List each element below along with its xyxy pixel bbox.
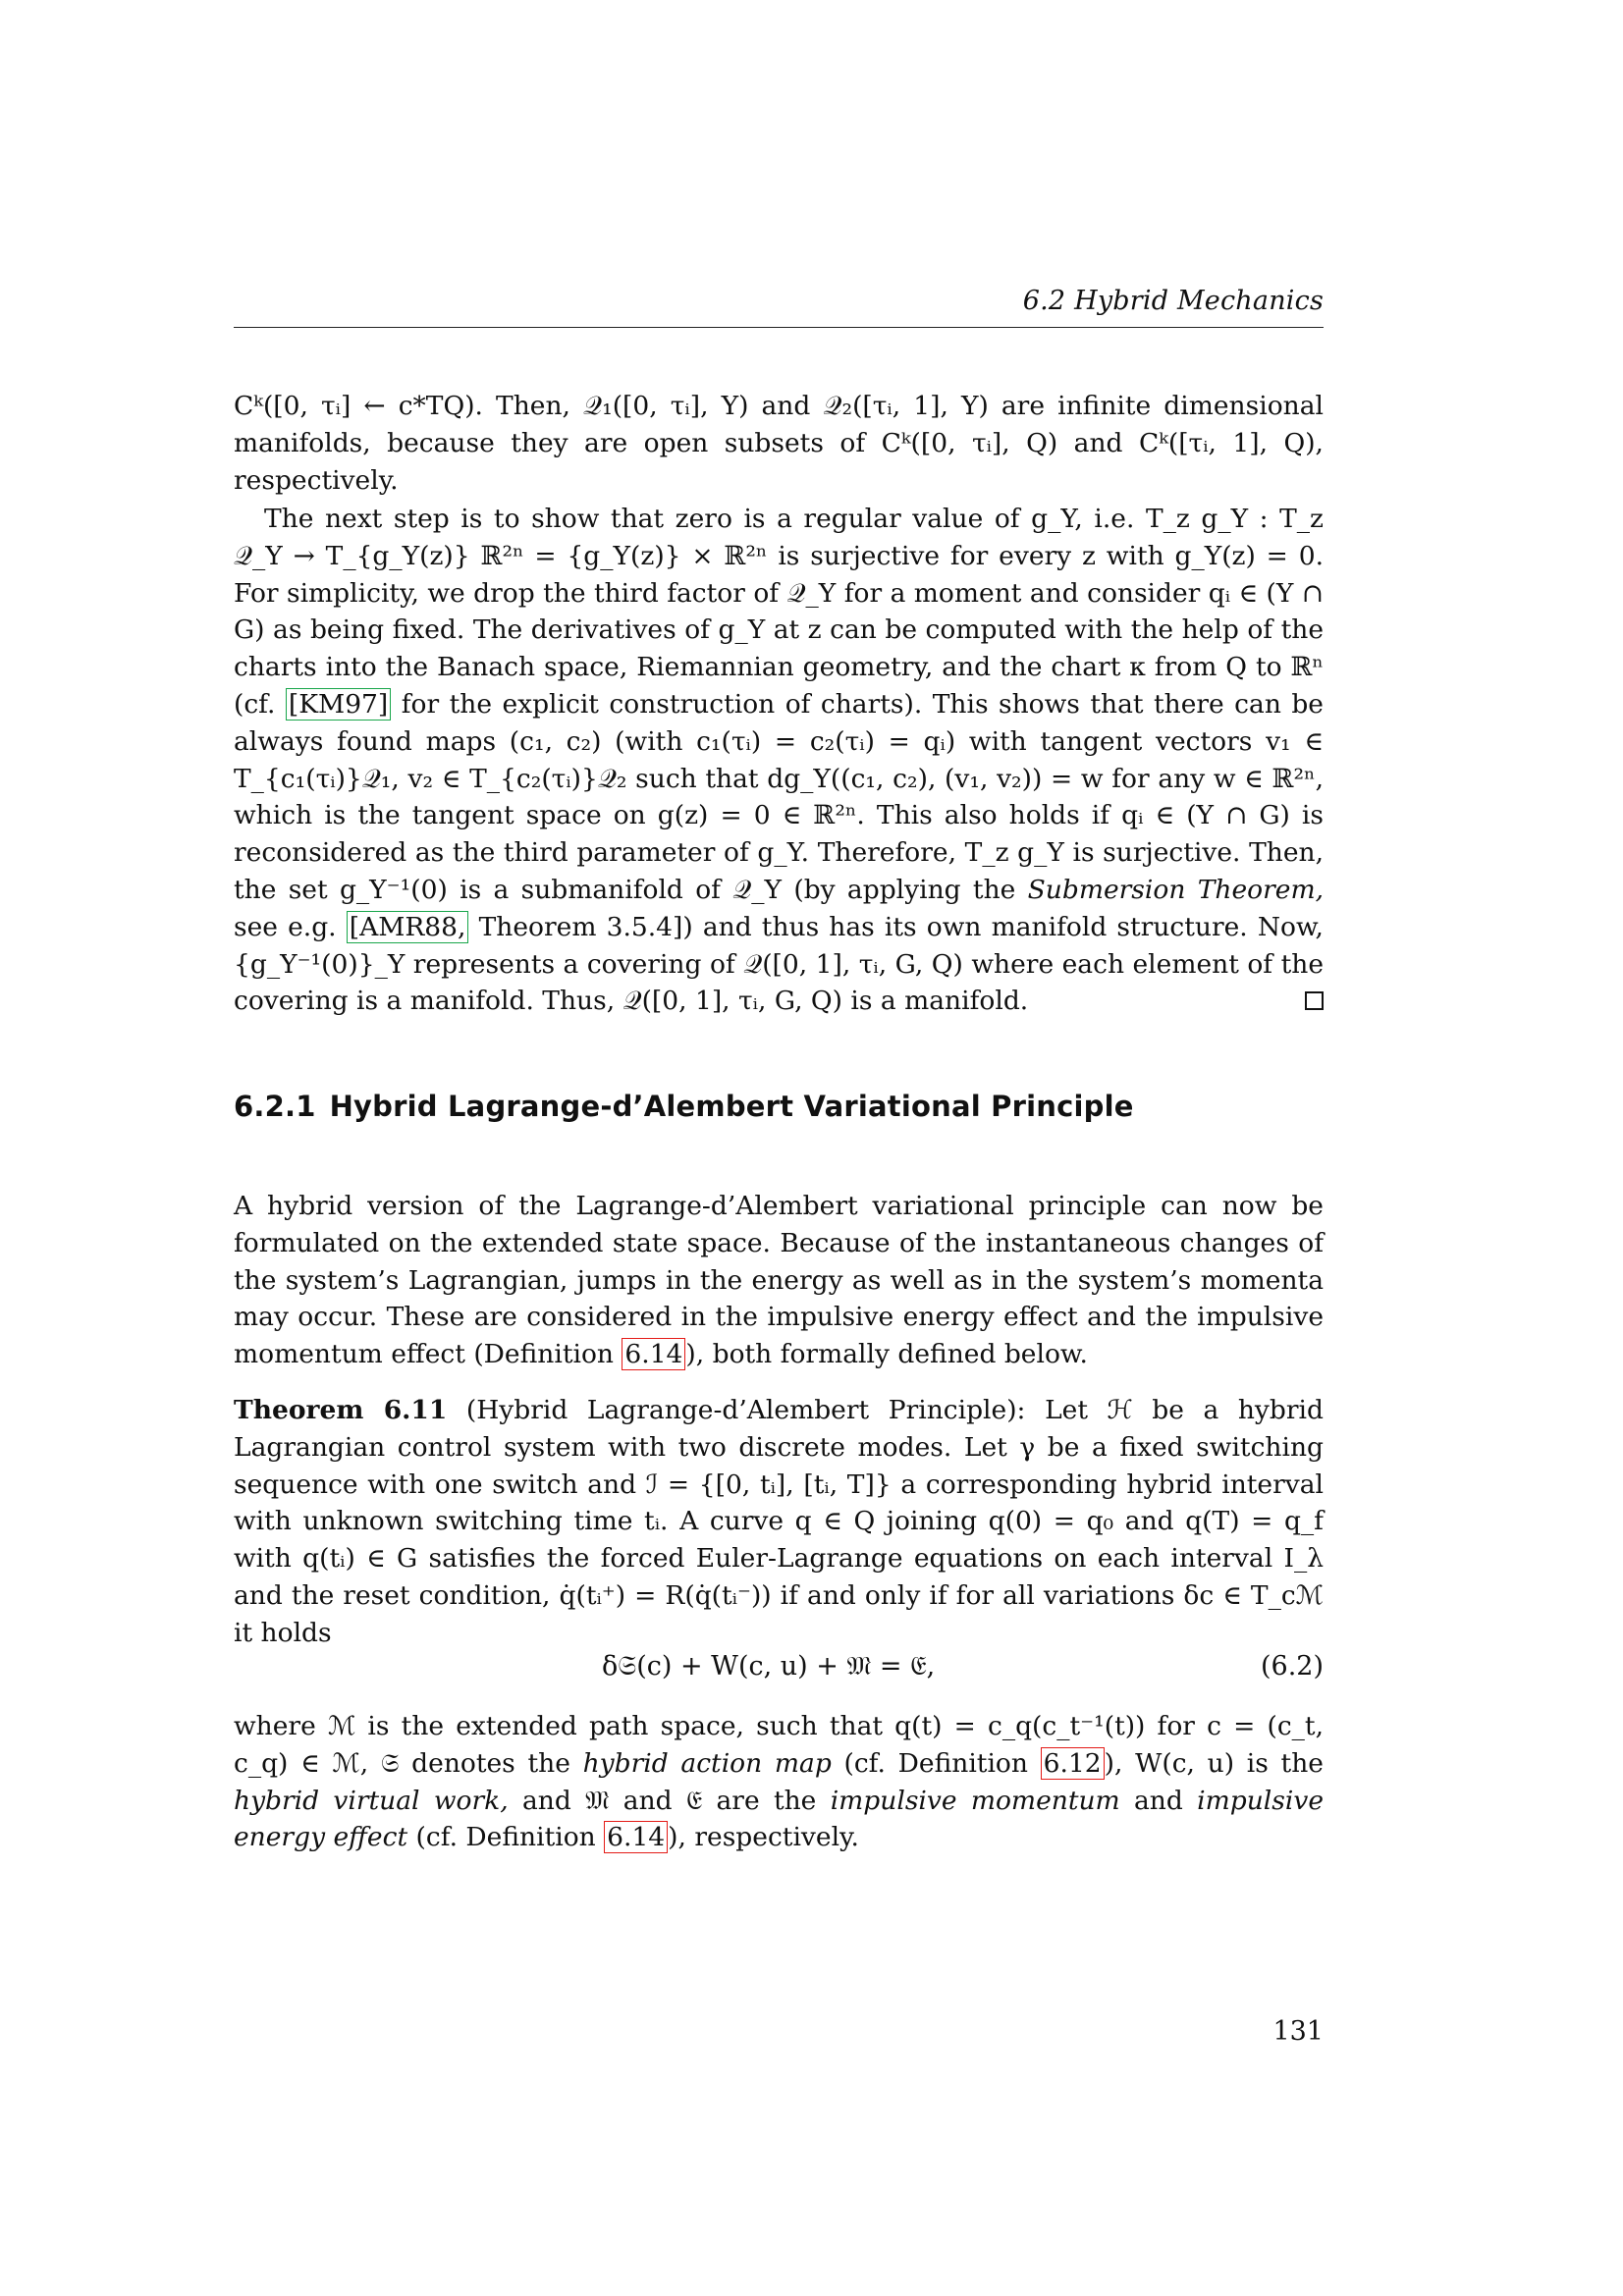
equation-number: (6.2) bbox=[1260, 1651, 1324, 1682]
paragraph-text: A hybrid version of the Lagrange-d’Alembert variational principle can now be formulated on the extended state space. Because of the instantaneous changes of the system’s Lagrangian, jumps in the energy as well as in the system’s momenta may occur. These are considered in the impulsive energy effect and the impulsive momentum effect (Definition bbox=[234, 1191, 1324, 1370]
paragraph-text: (cf. Definition bbox=[843, 1747, 1028, 1779]
paragraph-text: ), both formally defined below. bbox=[685, 1339, 1088, 1370]
definition-6-14-link[interactable]: 6.14 bbox=[604, 1821, 668, 1853]
header-rule bbox=[234, 327, 1324, 328]
theorem-label: Theorem 6.11 bbox=[234, 1395, 448, 1425]
theorem-block bbox=[234, 1392, 1324, 1652]
hybrid-action-map-emphasis: hybrid action map bbox=[582, 1747, 832, 1779]
paragraph-text: ), respectively. bbox=[668, 1822, 859, 1853]
document-page bbox=[234, 0, 1324, 2296]
theorem-name: (Hybrid Lagrange-d’Alembert Principle): bbox=[465, 1395, 1026, 1425]
submersion-theorem-emphasis: Submersion Theorem, bbox=[1027, 874, 1324, 905]
paragraph-text: Theorem 3.5.4]) and thus has its own manifold structure. Now, {g_Y⁻¹(0)}_Y represents a covering of 𝒬([0, 1], τᵢ, G, Q) where each element of the covering is a manifold. Thus, 𝒬([0, 1], τᵢ, G, Q) is a manifold. bbox=[234, 911, 1324, 1017]
theorem-explanation-paragraph bbox=[234, 1708, 1324, 1856]
section-intro-paragraph bbox=[234, 1188, 1324, 1373]
page-number: 131 bbox=[1272, 2016, 1324, 2047]
running-header-title: 6.2 Hybrid Mechanics bbox=[1022, 286, 1324, 316]
paragraph-continuation bbox=[234, 388, 1324, 499]
paragraph-text: (cf. Definition bbox=[415, 1822, 596, 1853]
paragraph-text: The next step is to show that zero is a regular value of g_Y, i.e. T_z g_Y : T_z 𝒬_Y → T_{g_Y(z)} ℝ²ⁿ = {g_Y(z)} × ℝ²ⁿ is surjective for every z with g_Y(z) = 0. For simplicity, we drop the third factor of 𝒬_Y for a moment and consider qᵢ ∈ (Y ∩ G) as being fixed. The derivatives of g_Y at z can be computed with the help of the charts into the Banach space, Riemannian geometry, and the chart κ from Q to ℝⁿ (cf. bbox=[234, 504, 1324, 720]
qed-symbol-icon bbox=[1305, 991, 1324, 1010]
paragraph-text: for the explicit construction of charts). This shows that there can be always found maps (c₁, c₂) (with c₁(τᵢ) = c₂(τᵢ) = qᵢ) with tangent vectors v₁ ∈ T_{c₁(τᵢ)}𝒬₁, v₂ ∈ T_{c₂(τᵢ)}𝒬₂ such that dg_Y((c₁, c₂), (v₁, v₂)) = w for any w ∈ ℝ²ⁿ, which is the tangent space on g(z) = 0 ∈ ℝ²ⁿ. This also holds if qᵢ ∈ (Y ∩ G) is reconsidered as the third parameter of g_Y. Therefore, T_z g_Y is surjective. Then, the set g_Y⁻¹(0) is a submanifold of 𝒬_Y (by applying the bbox=[234, 688, 1324, 905]
section-heading bbox=[234, 1090, 1134, 1123]
paragraph-text: see e.g. bbox=[234, 911, 337, 942]
paragraph-proof-step bbox=[234, 501, 1324, 1020]
impulsive-momentum-emphasis: impulsive momentum bbox=[830, 1785, 1120, 1816]
citation-amr88-link[interactable]: [AMR88, bbox=[347, 911, 469, 943]
paragraph-text: where ℳ is the extended path space, such that q(t) = c_q(c_t⁻¹(t)) for c = (c_t, c_q) ∈ ℳ, 𝔖 denotes the bbox=[234, 1711, 1324, 1779]
paragraph-text: and bbox=[1134, 1785, 1183, 1816]
paragraph-text: Cᵏ([0, τᵢ] ← c*TQ). Then, 𝒬₁([0, τᵢ], Y) and 𝒬₂([τᵢ, 1], Y) are infinite dimensional manifolds, because they are open subsets of Cᵏ([0, τᵢ], Q) and Cᵏ([τᵢ, 1], Q), respectively. bbox=[234, 391, 1324, 496]
impulsive-energy-effect-emphasis: impulsive energy effect bbox=[234, 1785, 1325, 1853]
paragraph-text: ), W(c, u) is the bbox=[1104, 1747, 1324, 1779]
definition-6-12-link[interactable]: 6.12 bbox=[1041, 1747, 1105, 1780]
definition-6-14-link[interactable]: 6.14 bbox=[622, 1338, 685, 1370]
citation-km97-link[interactable]: [KM97] bbox=[286, 688, 391, 721]
section-title: Hybrid Lagrange-d’Alembert Variational Principle bbox=[329, 1090, 1134, 1123]
section-number: 6.2.1 bbox=[234, 1090, 316, 1123]
theorem-body: Let ℋ be a hybrid Lagrangian control system with two discrete modes. Let γ be a fixed switching sequence with one switch and ℐ = {[0, tᵢ], [tᵢ, T]} a corresponding hybrid interval with unknown switching time tᵢ. A curve q ∈ Q joining q(0) = q₀ and q(T) = q_f with q(tᵢ) ∈ G satisfies the forced Euler-Lagrange equations on each interval I_λ and the reset condition, q̇(tᵢ⁺) = R(q̇(tᵢ⁻)) if and only if for all variations δc ∈ T_cℳ it holds bbox=[234, 1395, 1324, 1648]
equation-formula: δ𝔖(c) + W(c, u) + 𝔐 = 𝔈, bbox=[602, 1651, 936, 1682]
paragraph-text: and 𝔐 and 𝔈 are the bbox=[521, 1785, 817, 1816]
display-equation bbox=[234, 1651, 1324, 1690]
hybrid-virtual-work-emphasis: hybrid virtual work, bbox=[234, 1785, 509, 1816]
